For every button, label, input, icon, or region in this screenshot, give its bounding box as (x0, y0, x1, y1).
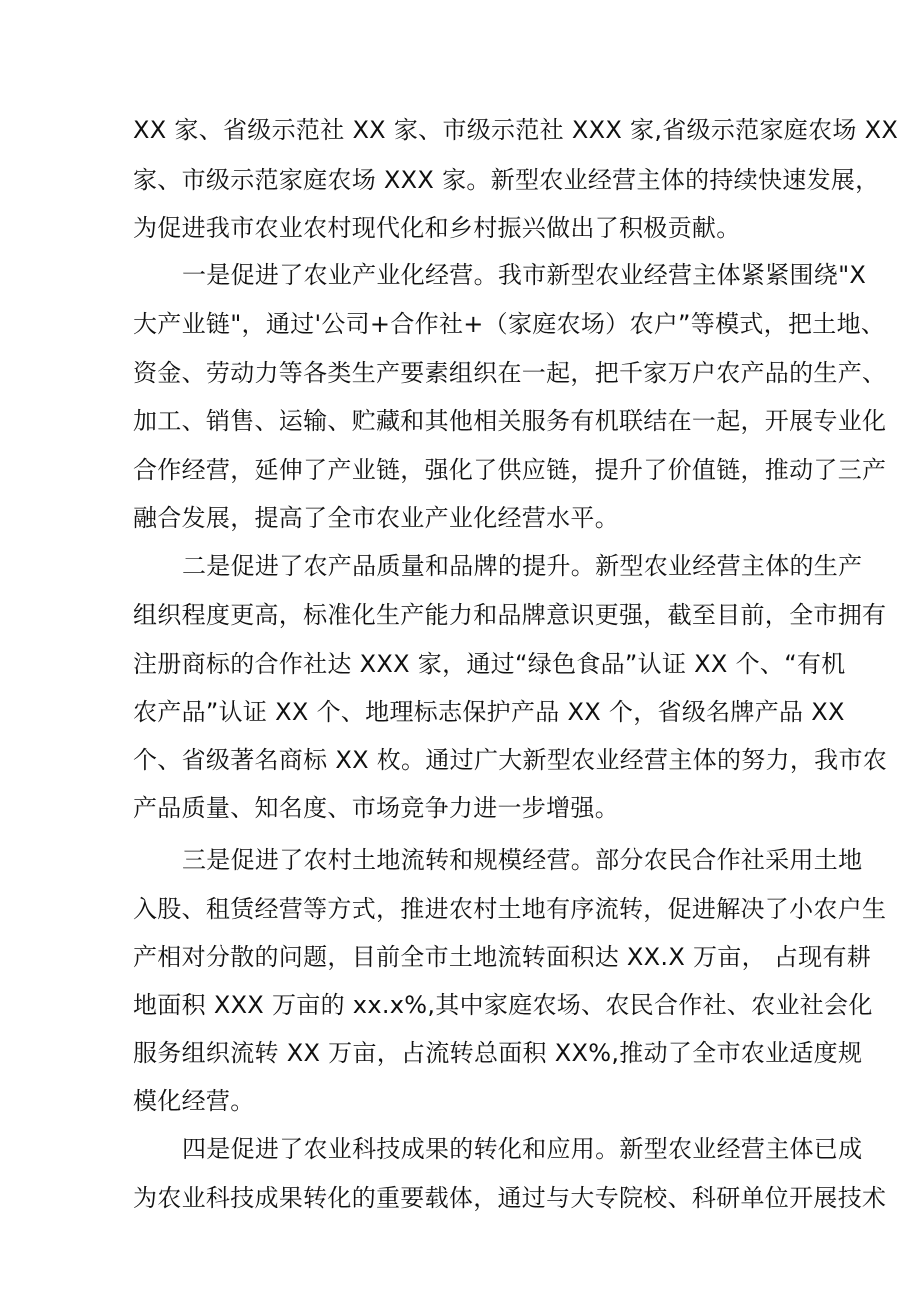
text-line: 二是促进了农产品质量和品牌的提升。新型农业经营主体的生产 (182, 552, 863, 580)
text-line: 大产业链"，通过'公司+合作社+（家庭农场）农户”等模式，把土地、 (133, 310, 886, 338)
text-line: XX 家、省级示范社 XX 家、市级示范社 XXX 家,省级示范家庭农场 XX (133, 116, 899, 144)
text-line: 三是促进了农村土地流转和规模经营。部分农民合作社采用土地 (182, 846, 863, 874)
text-line: 加工、销售、运输、贮藏和其他相关服务有机联结在一起，开展专业化 (133, 407, 887, 435)
text-line: 四是促进了农业科技成果的转化和应用。新型农业经营主体已成 (182, 1135, 863, 1163)
text-line: 组织程度更高，标准化生产能力和品牌意识更强，截至目前，全市拥有 (133, 601, 887, 629)
text-line: 产品质量、知名度、市场竞争力进一步增强。 (133, 794, 619, 822)
text-line: 融合发展，提高了全市农业产业化经营水平。 (133, 504, 619, 532)
text-line: 农产品”认证 XX 个、地理标志保护产品 XX 个，省级名牌产品 XX (133, 698, 845, 726)
text-line: 一是促进了农业产业化经营。我市新型农业经营主体紧紧围绕"X (182, 261, 867, 289)
text-line: 个、省级著名商标 XX 枚。通过广大新型农业经营主体的努力，我市农 (133, 746, 888, 774)
text-line: 为促进我市农业农村现代化和乡村振兴做出了积极贡献。 (133, 214, 741, 242)
text-line: 入股、租赁经营等方式，推进农村土地有序流转，促进解决了小农户生 (133, 895, 887, 923)
text-line: 地面积 XXX 万亩的 xx.x%,其中家庭农场、农民合作社、农业社会化 (133, 991, 873, 1019)
text-line: 资金、劳动力等各类生产要素组织在一起，把千家万户农产品的生产、 (133, 359, 887, 387)
text-line: 产相对分散的问题，目前全市土地流转面积达 XX.X 万亩， 占现有耕 (133, 943, 872, 971)
text-line: 服务组织流转 XX 万亩，占流转总面积 XX%,推动了全市农业适度规 (133, 1039, 863, 1067)
text-line: 模化经营。 (133, 1087, 255, 1115)
text-line: 家、市级示范家庭农场 XXX 家。新型农业经营主体的持续快速发展， (133, 166, 880, 194)
text-line: 合作经营，延伸了产业链，强化了供应链，提升了价值链，推动了三产 (133, 456, 887, 484)
text-line: 注册商标的合作社达 XXX 家，通过“绿色食品”认证 XX 个、“有机 (133, 650, 846, 678)
text-line: 为农业科技成果转化的重要载体，通过与大专院校、科研单位开展技术 (133, 1184, 887, 1212)
